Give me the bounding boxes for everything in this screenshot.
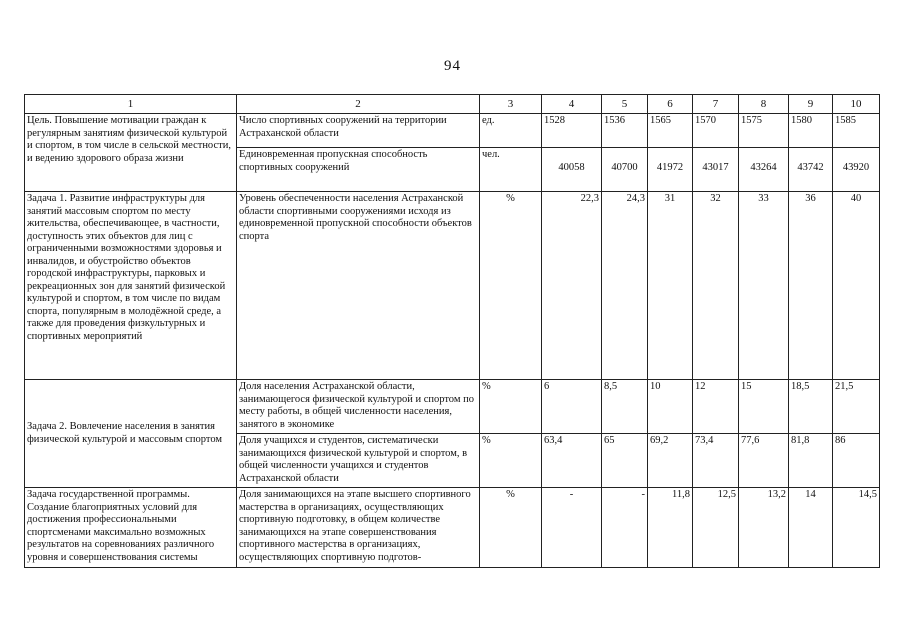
indicator-name: Доля населения Астраханской области, занимающегося физической культурой и спортом по месту работы, в общей численности населения, занятого в экономике: [237, 380, 480, 434]
indicator-name: Доля учащихся и студентов, систематически занимающихся физической культурой и спортом, в общей численности учащихся и студентов Астраханской области: [237, 434, 480, 488]
value-cell: 1580: [789, 114, 833, 148]
task2-label: Задача 2. Вовлечение населения в занятия физической культурой и массовым спортом: [25, 380, 237, 488]
value-cell: 77,6: [739, 434, 789, 488]
indicator-unit: ед.: [480, 114, 542, 148]
header-cell: 8: [739, 95, 789, 114]
indicator-name: Доля занимающихся на этапе высшего спортивного мастерства в организациях, осуществляющих спортивную подготовку, в общем количестве занимающихся на этапе совершенствования спортивного мастерства в организациях, осуществляющих спортивную подготов-: [237, 488, 480, 568]
value-cell: 24,3: [602, 192, 648, 380]
header-cell: 4: [542, 95, 602, 114]
indicators-table: [24, 94, 880, 568]
indicator-name: Число спортивных сооружений на территории Астраханской области: [237, 114, 480, 148]
value-cell: 43742: [789, 148, 833, 192]
value-cell: 1528: [542, 114, 602, 148]
value-cell: 81,8: [789, 434, 833, 488]
value-cell: 36: [789, 192, 833, 380]
state-task-label: Задача государственной программы. Создание благоприятных условий для достижения профессиональными спортсменами максимально возможных результатов на соревнованиях различного уровня и совершенствования системы: [25, 488, 237, 568]
value-cell: 86: [833, 434, 880, 488]
value-cell: 43017: [693, 148, 739, 192]
indicator-unit: %: [480, 434, 542, 488]
value-cell: 8,5: [602, 380, 648, 434]
value-cell: 14: [789, 488, 833, 568]
header-cell: 10: [833, 95, 880, 114]
value-cell: 1570: [693, 114, 739, 148]
table-row: [25, 114, 880, 148]
table-row: [25, 192, 880, 380]
indicator-name: Уровень обеспеченности населения Астраханской области спортивными сооружениями исходя из единовременной пропускной способности объектов спорта: [237, 192, 480, 380]
table-row: [25, 488, 880, 568]
value-cell: 63,4: [542, 434, 602, 488]
value-cell: 15: [739, 380, 789, 434]
value-cell: -: [602, 488, 648, 568]
value-cell: 12,5: [693, 488, 739, 568]
value-cell: 73,4: [693, 434, 739, 488]
value-cell: 65: [602, 434, 648, 488]
table-row: [25, 380, 880, 434]
value-cell: -: [542, 488, 602, 568]
value-cell: 43920: [833, 148, 880, 192]
value-cell: 12: [693, 380, 739, 434]
header-cell: 7: [693, 95, 739, 114]
page-number: 94: [444, 58, 461, 74]
value-cell: 1575: [739, 114, 789, 148]
value-cell: 14,5: [833, 488, 880, 568]
value-cell: 41972: [648, 148, 693, 192]
value-cell: 31: [648, 192, 693, 380]
indicator-unit: чел.: [480, 148, 542, 192]
value-cell: 43264: [739, 148, 789, 192]
header-cell: 5: [602, 95, 648, 114]
value-cell: 13,2: [739, 488, 789, 568]
indicator-unit: %: [480, 192, 542, 380]
value-cell: 40: [833, 192, 880, 380]
indicator-name: Единовременная пропускная способность спортивных сооружений: [237, 148, 480, 192]
value-cell: 1565: [648, 114, 693, 148]
value-cell: 69,2: [648, 434, 693, 488]
value-cell: 6: [542, 380, 602, 434]
value-cell: 11,8: [648, 488, 693, 568]
goal-label: Цель. Повышение мотивации граждан к регулярным занятиям физической культурой и спортом, в том числе в сельской местности, и ведению здорового образа жизни: [25, 114, 237, 192]
header-cell: 9: [789, 95, 833, 114]
header-cell: 2: [237, 95, 480, 114]
value-cell: 40058: [542, 148, 602, 192]
header-cell: 3: [480, 95, 542, 114]
value-cell: 10: [648, 380, 693, 434]
indicator-unit: %: [480, 488, 542, 568]
value-cell: 18,5: [789, 380, 833, 434]
value-cell: 40700: [602, 148, 648, 192]
value-cell: 1585: [833, 114, 880, 148]
header-row: [25, 95, 880, 114]
value-cell: 21,5: [833, 380, 880, 434]
task1-label: Задача 1. Развитие инфраструктуры для занятий массовым спортом по месту жительства, обеспечивающее, в частности, доступность этих объектов для лиц с ограниченными возможностями здоровья и инвалидов, и обустройство объектов городской инфраструктуры, парковых и рекреационных зон для занятий физической культурой и спортом, в том числе по видам спорта, популярным в молодёжной среде, а также для проведения физкультурных и спортивных мероприятий: [25, 192, 237, 380]
indicator-unit: %: [480, 380, 542, 434]
value-cell: 32: [693, 192, 739, 380]
value-cell: 1536: [602, 114, 648, 148]
header-cell: 6: [648, 95, 693, 114]
header-cell: 1: [25, 95, 237, 114]
value-cell: 22,3: [542, 192, 602, 380]
value-cell: 33: [739, 192, 789, 380]
